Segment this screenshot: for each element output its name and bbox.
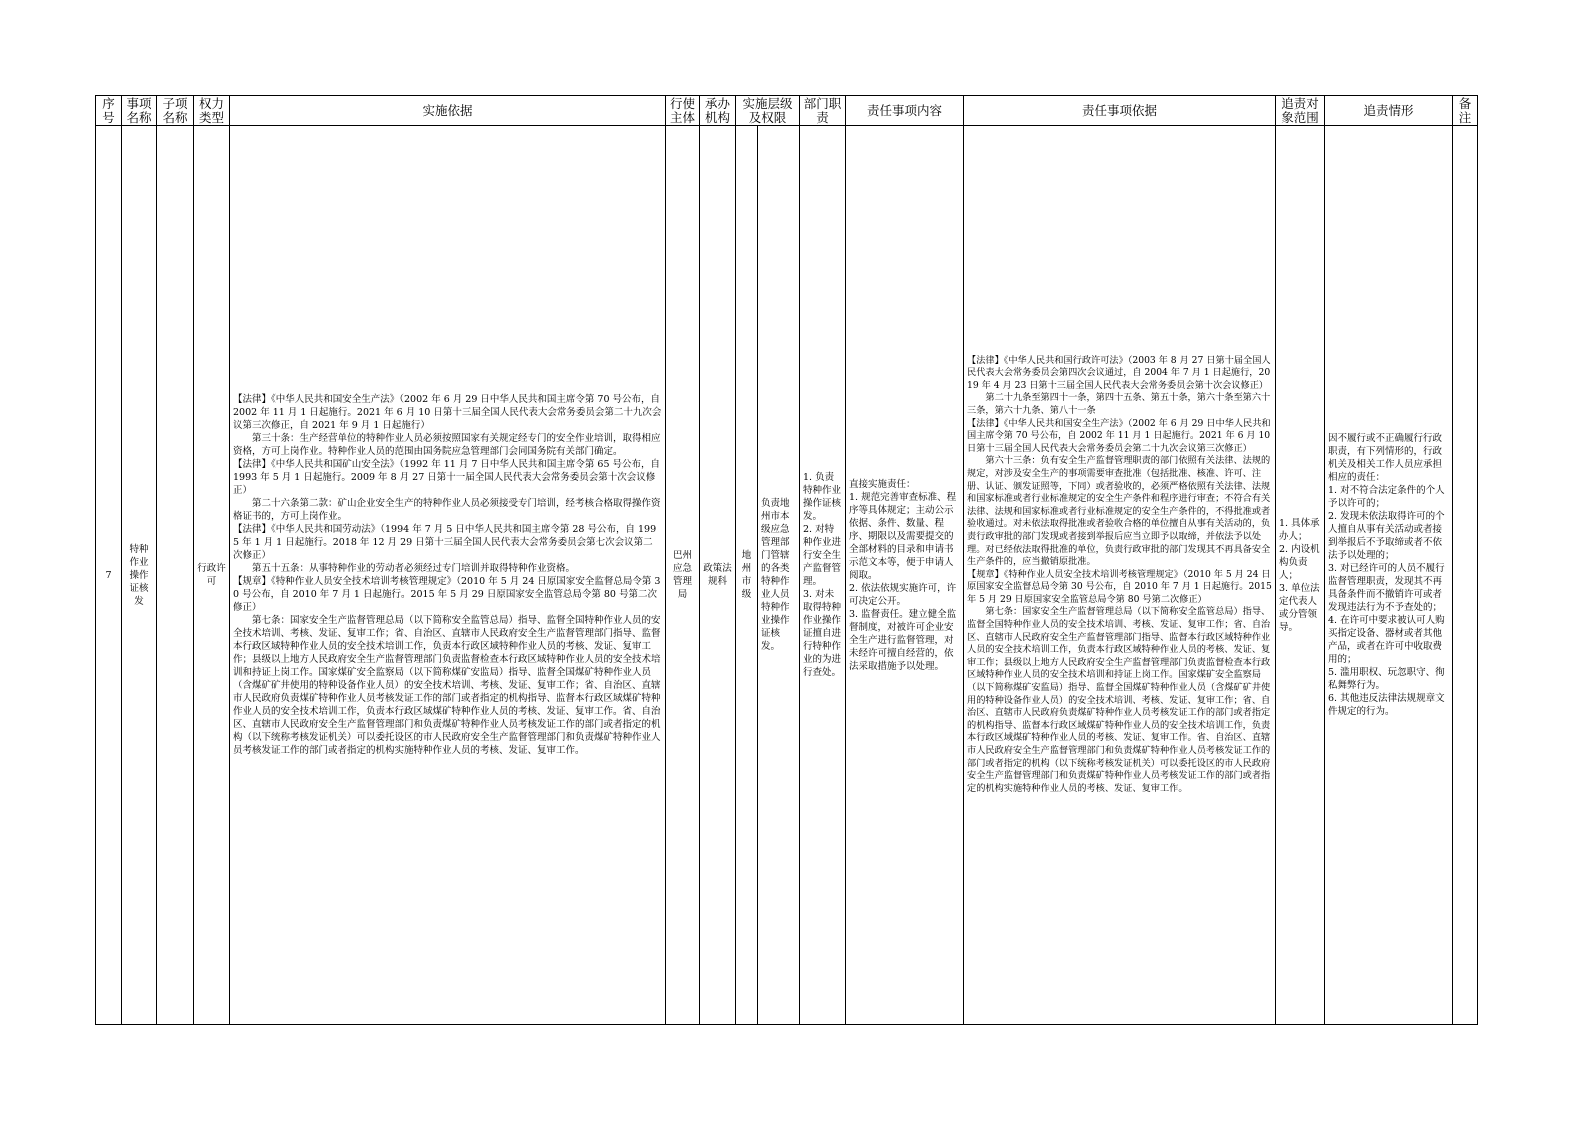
col-level: 实施层级及权限	[736, 96, 800, 126]
col-subject: 行使主体	[666, 96, 700, 126]
cell-resp-content: 直接实施责任： 1. 规范完善审查标准、程序等具体规定；主动公示依据、条件、数量、程序、期限以及需要提交的全部材料的目录和申请书示范文本等，便于申请人阅取。 2. 依法依规实施许可，许可决定公开。 3. 监督责任。建立健全监督制度，对被许可企业安全生产进行监督管理，对未经许可擅自经营的，依法采取措施予以处理。	[846, 126, 964, 1025]
col-power-type: 权力类型	[194, 96, 230, 126]
cell-seq: 7	[96, 126, 122, 1025]
cell-resp-basis: 【法律】《中华人民共和国行政许可法》（2003 年 8 月 27 日第十届全国人民代表大会常务委员会第四次会议通过，自 2004 年 7 月 1 日起施行，2019 年 4 月 23 日第十三届全国人民代表大会常务委员会第十次会议修正） 第二十九条至第四十一条，第四十五条、第五十条，第六十条至第六十三条，第六十九条、第八十一条 【法律】《中华人民共和国安全生产法》（2002 年 6 月 29 日中华人民共和国主席令第 70 号公布，自 2002 年 11 月 1 日起施行。2021 年 6 月 10 日第十三届全国人民代表大会常务委员会第二十九次会议第三次修正） 第六十三条：负有安全生产监督管理职责的部门依照有关法律、法规的规定，对涉及安全生产的事项需要审查批准（包括批准、核准、许可、注册、认证、颁发证照等，下同）或者验收的，必须严格依照有关法律、法规和国家标准或者行业标准规定的安全生产条件和程序进行审查；不符合有关法律、法规和国家标准或者行业标准规定的安全生产条件的，不得批准或者验收通过。对未依法取得批准或者验收合格的单位擅自从事有关活动的，负责行政审批的部门发现或者接到举报后应当立即予以取缔，并依法予以处理。对已经依法取得批准的单位，负责行政审批的部门发现其不再具备安全生产条件的，应当撤销原批准。 【规章】《特种作业人员安全技术培训考核管理规定》（2010 年 5 月 24 日原国家安全监督总局令第 30 号公布，自 2010 年 7 月 1 日起施行。2015 年 5 月 29 日原国家安全监管总局令第 80 号第二次修正） 第七条：国家安全生产监督管理总局（以下简称安全监管总局）指导、监督全国特种作业人员的安全技术培训、考核、发证、复审工作；省、自治区、直辖市人民政府安全生产监督管理部门指导、监督本行政区域特种作业人员的安全技术培训工作，负责本行政区域特种作业人员的考核、发证、复审工作；县级以上地方人民政府安全生产监督管理部门负责监督检查本行政区域特种作业人员的安全技术培训和持证上岗工作。国家煤矿安全监察局（以下简称煤矿安监局）指导、监督全国煤矿特种作业人员（含煤矿矿井使用的特种设备作业人员）的安全技术培训、考核、发证、复审工作；省、自治区、直辖市人民政府负责煤矿特种作业人员考核发证工作的部门或者指定的机构指导、监督本行政区域煤矿特种作业人员的安全技术培训工作，负责本行政区域煤矿特种作业人员的考核、发证、复审工作。省、自治区、直辖市人民政府安全生产监督管理部门和负责煤矿特种作业人员考核发证工作的部门或者指定的机构（以下统称考核发证机关）可以委托设区的市人民政府安全生产监督管理部门和负责煤矿特种作业人员考核发证工作的部门或者指定的机构实施特种作业人员的考核、发证、复审工作。	[964, 126, 1276, 1025]
cell-acc-scope: 1. 具体承办人； 2. 内设机构负责人； 3. 单位法定代表人或分管领导。	[1276, 126, 1325, 1025]
cell-subject	[666, 126, 700, 1025]
cell-level-b: 负责地州市本级应急管理部门管辖的各类特种作业人员特种作业操作证核发。	[758, 126, 800, 1025]
cell-dept-duty: 1. 负责特种作业操作证核发。 2. 对特种作业进行安全生产监督管理。 3. 对未取得特种作业操作证擅自进行特种作业的为进行查处。	[800, 126, 846, 1025]
cell-item-name	[122, 126, 157, 1025]
col-resp-content: 责任事项内容	[846, 96, 964, 126]
subject-text: 巴州应急管理局	[672, 550, 692, 600]
agency-text: 政策法规科	[703, 563, 732, 587]
cell-remark	[1453, 126, 1478, 1025]
col-acc-scope: 追责对象范围	[1276, 96, 1325, 126]
item-name-text: 特种作业操作证核发	[129, 543, 149, 607]
col-resp-basis: 责任事项依据	[964, 96, 1276, 126]
col-agency: 承办机构	[700, 96, 736, 126]
header-row	[96, 96, 1478, 126]
col-dept-duty: 部门职责	[800, 96, 846, 126]
table-row	[96, 126, 1478, 1025]
col-sub-name: 子项名称	[157, 96, 194, 126]
cell-level-a	[736, 126, 758, 1025]
cell-power-type	[194, 126, 230, 1025]
cell-sub-name	[157, 126, 194, 1025]
cell-agency	[700, 126, 736, 1025]
col-item-name: 事项名称	[122, 96, 157, 126]
power-type-text: 行政许可	[197, 563, 226, 587]
col-basis: 实施依据	[230, 96, 666, 126]
authority-table	[95, 95, 1478, 1025]
col-remark: 备注	[1453, 96, 1478, 126]
cell-basis: 【法律】《中华人民共和国安全生产法》（2002 年 6 月 29 日中华人民共和国主席令第 70 号公布，自 2002 年 11 月 1 日起施行。2021 年 6 月 10 日第十三届全国人民代表大会常务委员会第二十九次会议第三次修正，自 2021 年 9 月 1 日起施行） 第三十条：生产经营单位的特种作业人员必须按照国家有关规定经专门的安全作业培训，取得相应资格，方可上岗作业。特种作业人员的范围由国务院应急管理部门会同国务院有关部门确定。 【法律】《中华人民共和国矿山安全法》（1992 年 11 月 7 日中华人民共和国主席令第 65 号公布，自 1993 年 5 月 1 日起施行。2009 年 8 月 27 日第十一届全国人民代表大会常务委员会第十次会议修正） 第二十六条第二款：矿山企业安全生产的特种作业人员必须接受专门培训，经考核合格取得操作资格证书的，方可上岗作业。 【法律】《中华人民共和国劳动法》（1994 年 7 月 5 日中华人民共和国主席令第 28 号公布，自 1995 年 1 月 1 日起施行。2018 年 12 月 29 日第十三届全国人民代表大会常务委员会第七次会议第二次修正） 第五十五条：从事特种作业的劳动者必须经过专门培训并取得特种作业资格。 【规章】《特种作业人员安全技术培训考核管理规定》（2010 年 5 月 24 日原国家安全监督总局令第 30 号公布，自 2010 年 7 月 1 日起施行。2015 年 5 月 29 日原国家安全监管总局令第 80 号第二次修正） 第七条：国家安全生产监督管理总局（以下简称安全监管总局）指导、监督全国特种作业人员的安全技术培训、考核、发证、复审工作；省、自治区、直辖市人民政府安全生产监督管理部门指导、监督本行政区域特种作业人员的安全技术培训工作，负责本行政区域特种作业人员的考核、发证、复审工作；县级以上地方人民政府安全生产监督管理部门负责监督检查本行政区域特种作业人员的安全技术培训和持证上岗工作。国家煤矿安全监察局（以下简称煤矿安监局）指导、监督全国煤矿特种作业人员（含煤矿矿井使用的特种设备作业人员）的安全技术培训、考核、发证、复审工作；省、自治区、直辖市人民政府负责煤矿特种作业人员考核发证工作的部门或者指定的机构指导、监督本行政区域煤矿特种作业人员的安全技术培训工作，负责本行政区域煤矿特种作业人员的考核、发证、复审工作。省、自治区、直辖市人民政府安全生产监督管理部门和负责煤矿特种作业人员考核发证工作的部门或者指定的机构（以下统称考核发证机关）可以委托设区的市人民政府安全生产监督管理部门和负责煤矿特种作业人员考核发证工作的部门或者指定的机构实施特种作业人员的考核、发证、复审工作。	[230, 126, 666, 1025]
cell-acc-cases: 因不履行或不正确履行行政职责，有下列情形的，行政机关及相关工作人员应承担相应的责任： 1. 对不符合法定条件的个人予以许可的； 2. 发现未依法取得许可的个人擅自从事有关活动或者接到举报后不予取缔或者不依法予以处理的； 3. 对已经许可的人员不履行监督管理职责，发现其不再具备条件而不撤销许可或者发现违法行为不予查处的； 4. 在许可中要求被认可人购买指定设备、器材或者其他产品，或者在许可中收取费用的； 5. 滥用职权、玩忽职守、徇私舞弊行为。 6. 其他违反法律法规规章文件规定的行为。	[1325, 126, 1453, 1025]
level-a-text: 地州市级	[741, 550, 752, 600]
col-seq: 序号	[96, 96, 122, 126]
col-acc-cases: 追责情形	[1325, 96, 1453, 126]
